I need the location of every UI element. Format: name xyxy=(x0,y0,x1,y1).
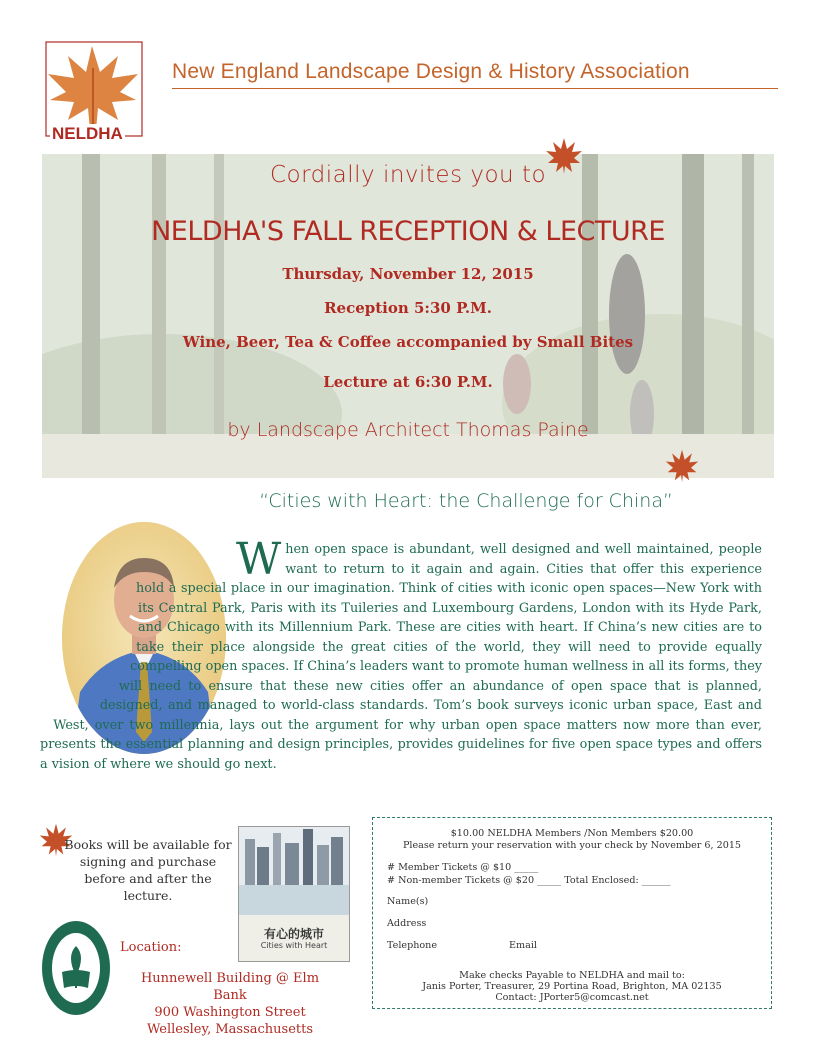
member-tickets-field[interactable]: # Member Tickets @ $10 _____ xyxy=(387,862,539,873)
book-title-cn: 有心的城市 xyxy=(263,927,324,941)
maple-leaf-icon xyxy=(664,448,700,484)
refreshments: Wine, Beer, Tea & Coffee accompanied by Small Bites xyxy=(182,333,634,351)
email-field[interactable]: Email xyxy=(509,940,537,951)
telephone-field[interactable]: Telephone xyxy=(387,940,438,951)
price-line: $10.00 NELDHA Members /Non Members $20.00 xyxy=(450,828,694,839)
name-field[interactable]: Name(s) xyxy=(387,896,429,907)
reception-time: Reception 5:30 P.M. xyxy=(324,299,492,317)
logo-text: NELDHA xyxy=(52,124,123,143)
nonmember-tickets-field[interactable]: # Non-member Tickets @ $20 _____ Total Enclosed: ______ xyxy=(387,875,671,886)
lecture-time: Lecture at 6:30 P.M. xyxy=(323,373,493,391)
hero-banner xyxy=(42,154,774,478)
location-street: 900 Washington Street xyxy=(154,1005,306,1020)
drop-cap: W xyxy=(236,534,282,585)
event-title: NELDHA'S FALL RECEPTION & LECTURE xyxy=(151,216,665,247)
location-city: Wellesley, Massachusetts xyxy=(146,1022,314,1037)
organization-name: New England Landscape Design & History Association xyxy=(172,60,690,83)
neldha-logo xyxy=(40,38,150,148)
books-note: Books will be available for signing and purchase before and after the lecture. xyxy=(64,837,232,903)
maple-leaf-icon xyxy=(544,136,584,176)
contact-email[interactable]: Contact: JPorter5@comcast.net xyxy=(495,992,649,1003)
location-building: Hunnewell Building @ Elm Bank xyxy=(140,971,320,1003)
location-label: Location: xyxy=(120,940,182,955)
address-field[interactable]: Address xyxy=(387,918,427,929)
description-text: hen open space is abundant, well designed and well maintained, people want to return to it again and again. Cities that offer this experience hold a special place in our imagination. Think of cities with iconic open spaces—New York with its Central Park, Paris with its Tuileries and Luxembourg Gardens, London with its Hyde Park, and Chicago with its Millennium Park. These are cities with heart. If China’s new cities are to take their place alongside the great cities of the world, they will need to provide equally compelling open spaces. If China’s leaders want to promote human wellness in all its forms, they will need to ensure that these new cities offer an abundance of open space that is planned, designed, and managed to world-class standards. Tom’s book surveys iconic urban space, East and West, over two millennia, lays out the argument for why urban open space matters now more than ever, presents the essential planning and design principles, provides guidelines for five open space types and offers a vision of where we should go next. xyxy=(40,542,762,772)
header-divider xyxy=(172,88,778,89)
speaker-line: by Landscape Architect Thomas Paine xyxy=(227,419,589,441)
location-address xyxy=(130,970,330,1038)
book-title-en: Cities with Heart xyxy=(260,941,328,950)
treasurer-address: Janis Porter, Treasurer, 29 Portina Road, Brighton, MA 02135 xyxy=(422,981,722,992)
lecture-description xyxy=(40,534,762,774)
horticultural-society-seal xyxy=(40,918,112,1018)
event-date: Thursday, November 12, 2015 xyxy=(282,265,534,283)
lecture-title: “Cities with Heart: the Challenge for China” xyxy=(259,490,673,512)
reply-deadline: Please return your reservation with your check by November 6, 2015 xyxy=(402,840,742,851)
mail-instructions: Make checks Payable to NELDHA and mail to: xyxy=(459,970,685,981)
reservation-form xyxy=(372,817,772,1009)
book-cover xyxy=(238,826,350,962)
invite-line: Cordially invites you to xyxy=(269,162,547,188)
